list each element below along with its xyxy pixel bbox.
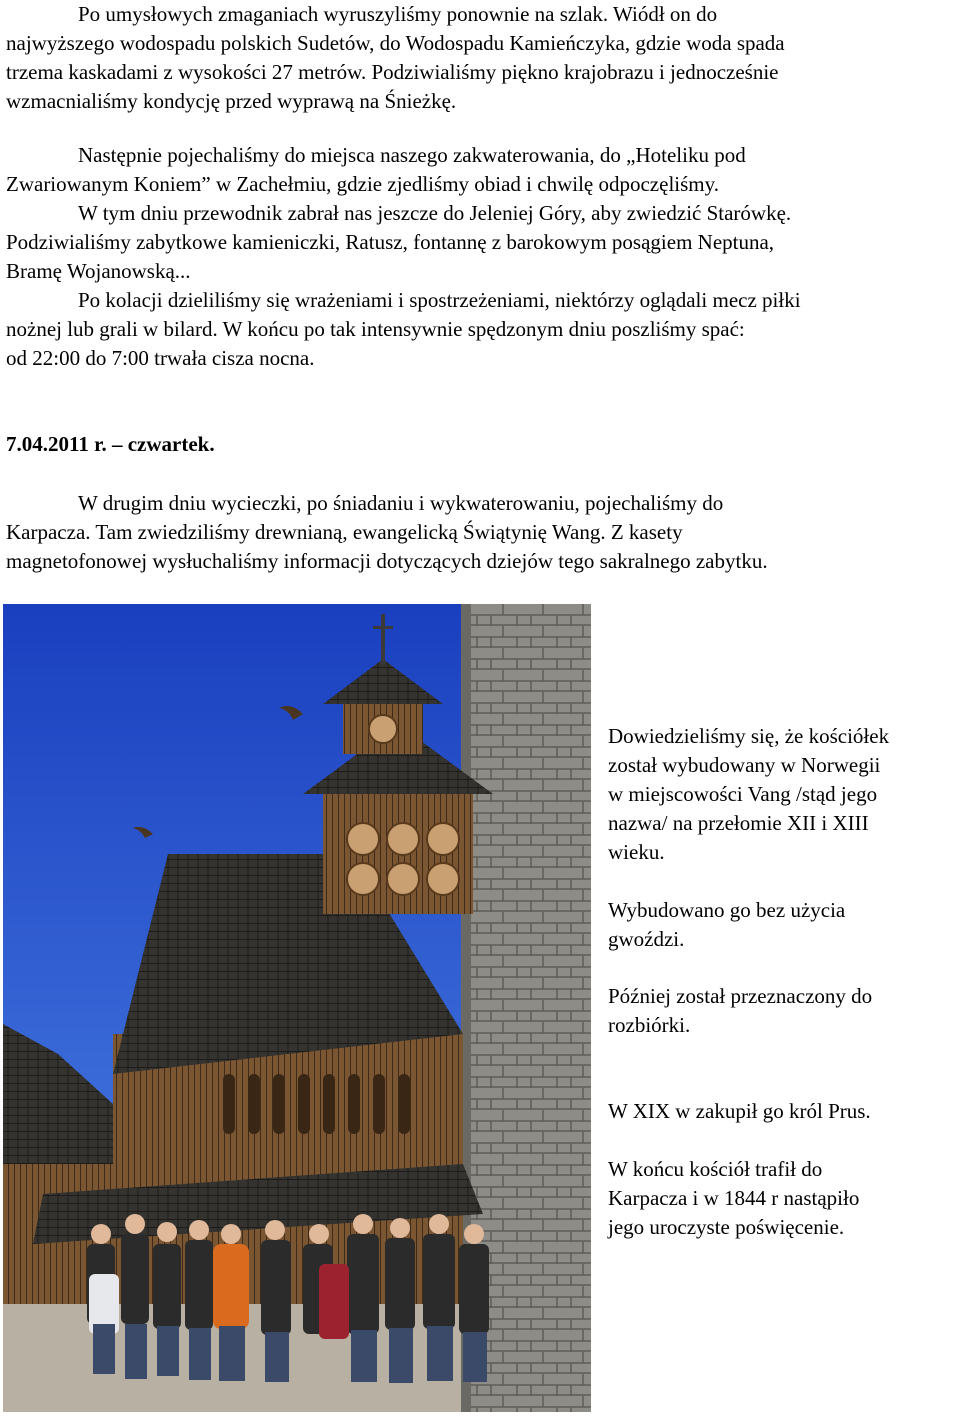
text-line: Po kolacji dzieliliśmy się wrażeniami i spostrzeżeniami, niektórzy oglądali mecz piłki (78, 288, 801, 312)
text-line: Karpacza. Tam zwiedziliśmy drewnianą, ewangelicką Świątynię Wang. Z kasety (6, 520, 683, 544)
text-line: Podziwialiśmy zabytkowe kamieniczki, Ratusz, fontannę z barokowym posągiem Neptuna, (6, 230, 775, 254)
text-line: Bramę Wojanowską... (6, 259, 191, 283)
text-line: W końcu kościół trafił do (608, 1157, 823, 1181)
text-line: Później został przeznaczony do (608, 984, 873, 1008)
text-line: Dowiedzieliśmy się, że kościółek (608, 724, 890, 748)
intro-paragraph (6, 0, 954, 116)
text-line: nożnej lub grali w bilard. W końcu po tak intensywnie spędzonym dniu poszliśmy spać: (6, 317, 745, 341)
side-note-origin (608, 722, 958, 867)
text-line: jego uroczyste poświęcenie. (608, 1215, 845, 1239)
text-line: wieku. (608, 840, 665, 864)
text-line: W drugim dniu wycieczki, po śniadaniu i wykwaterowaniu, pojechaliśmy do (78, 491, 724, 515)
text-line: trzema kaskadami z wysokości 27 metrów. Podziwialiśmy piękno krajobrazu i jednocześnie (6, 60, 779, 84)
text-line: wzmacnialiśmy kondycję przed wyprawą na Śnieżkę. (6, 89, 457, 113)
date-heading: 7.04.2011 r. – czwartek. (6, 432, 215, 456)
side-note-king (608, 1097, 958, 1126)
karpacz-paragraph (6, 489, 954, 576)
text-line: Wybudowano go bez użycia (608, 898, 846, 922)
text-line: W tym dniu przewodnik zabrał nas jeszcze do Jeleniej Góry, aby zwiedzić Starówkę. (78, 201, 792, 225)
text-line: najwyższego wodospadu polskich Sudetów, do Wodospadu Kamieńczyka, gdzie woda spada (6, 31, 785, 55)
text-line: W XIX w zakupił go król Prus. (608, 1099, 871, 1123)
spire (381, 614, 385, 664)
text-line: Po umysłowych zmaganiach wyruszyliśmy ponownie na szlak. Wiódł on do (78, 2, 718, 26)
accommodation-paragraph (6, 141, 954, 373)
text-line: magnetofonowej wysłuchaliśmy informacji dotyczących dziejów tego sakralnego zabytku. (6, 549, 768, 573)
text-line: gwoździ. (608, 927, 685, 951)
side-note-nails (608, 896, 958, 954)
text-line: nazwa/ na przełomie XII i XIII (608, 811, 869, 835)
text-line: Następnie pojechaliśmy do miejsca naszego zakwaterowania, do „Hoteliku pod (78, 143, 746, 167)
side-note-consecration (608, 1155, 958, 1242)
text-line: od 22:00 do 7:00 trwała cisza nocna. (6, 346, 315, 370)
text-line: w miejscowości Vang /stąd jego (608, 782, 878, 806)
text-line: Karpacza i w 1844 r nastąpiło (608, 1186, 860, 1210)
text-line: został wybudowany w Norwegii (608, 753, 881, 777)
text-line: Zwariowanym Koniem” w Zachełmiu, gdzie zjedliśmy obiad i chwilę odpoczęliśmy. (6, 172, 720, 196)
text-line: rozbiórki. (608, 1013, 691, 1037)
church-group-photo (3, 604, 591, 1412)
side-note-demolition (608, 982, 958, 1040)
